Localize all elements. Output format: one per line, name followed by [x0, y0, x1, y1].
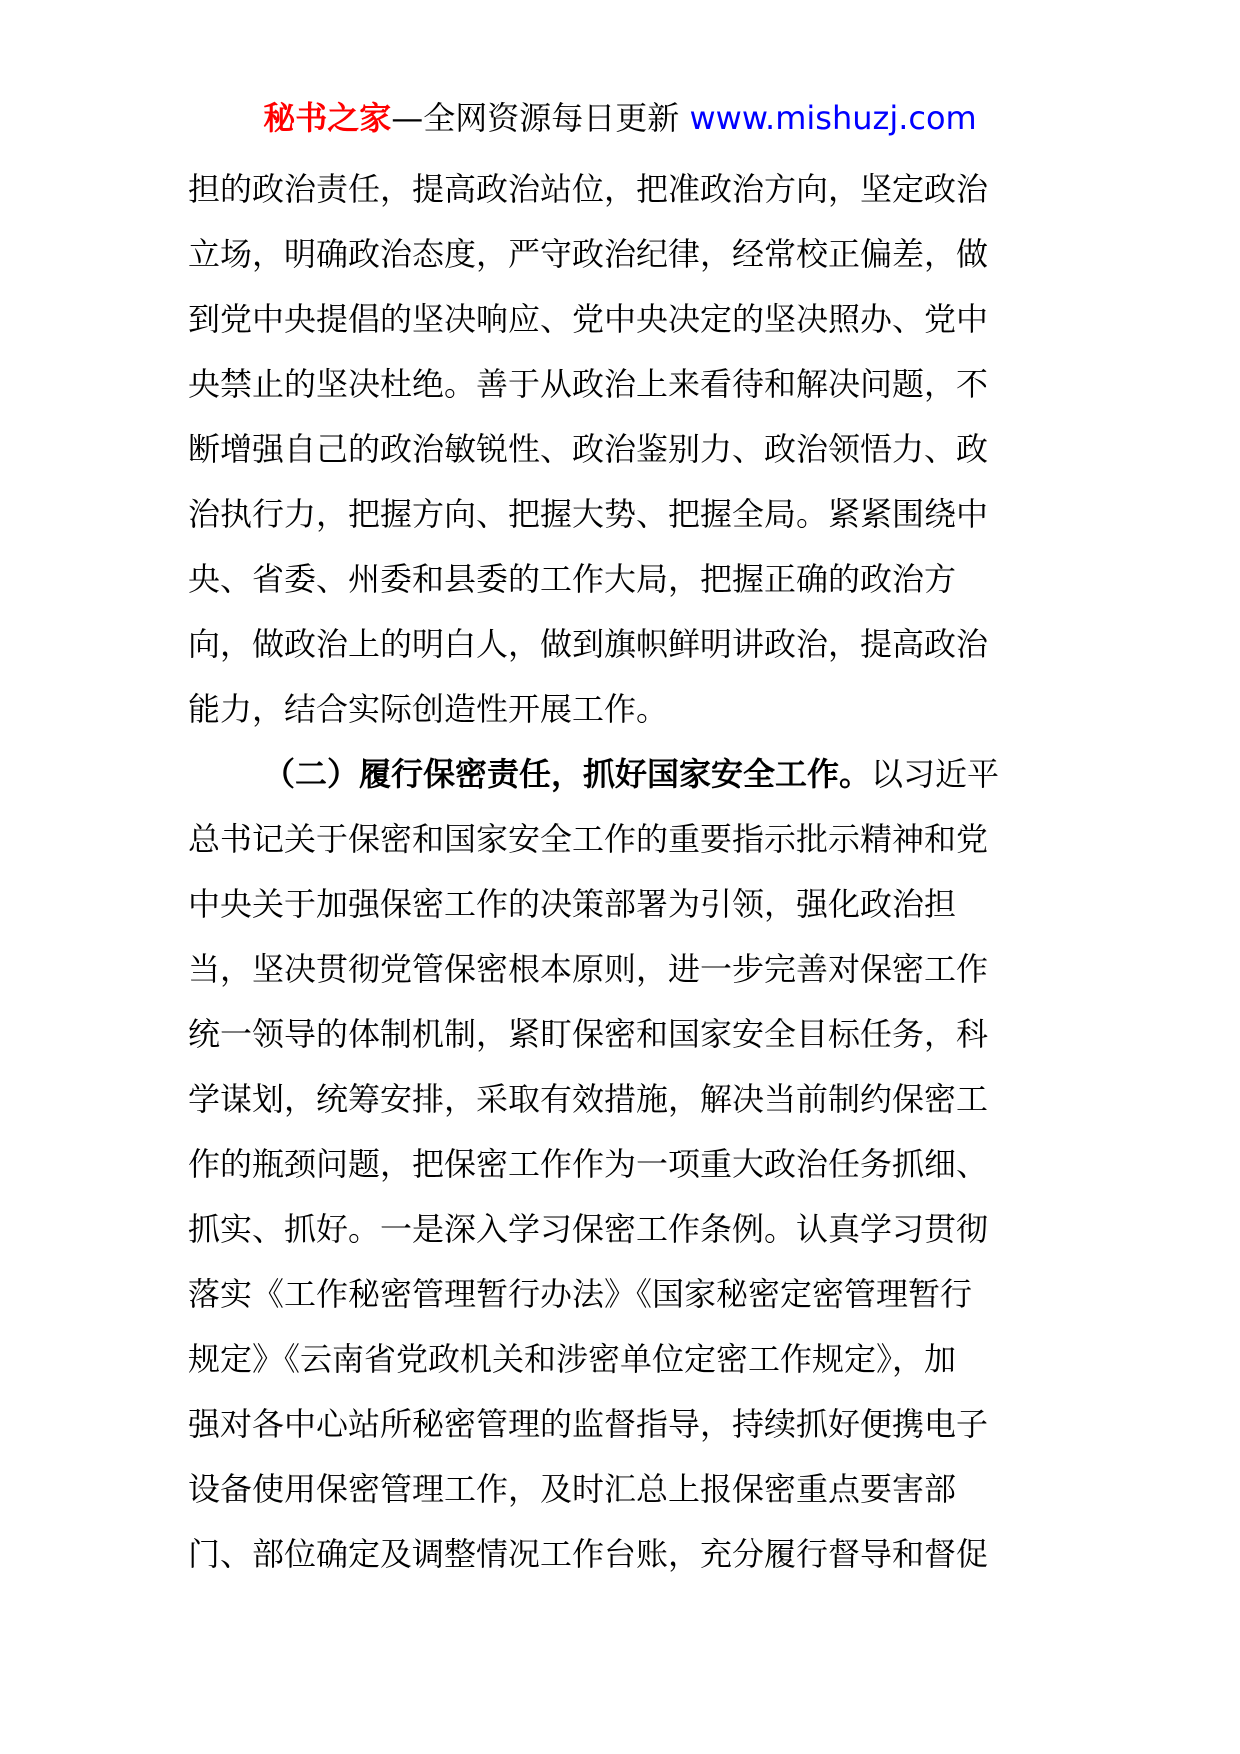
text-line: 担的政治责任，提高政治站位，把准政治方向，坚定政治	[188, 170, 989, 208]
header-tagline: —全网资源每日更新	[391, 99, 690, 137]
text-line: 央禁止的坚决杜绝。善于从政治上来看待和解决问题，不	[188, 365, 989, 403]
section-first-line-text: 以习近平	[871, 755, 1000, 793]
header-url-link[interactable]: www.mishuzj.com	[689, 99, 977, 137]
text-line: 治执行力，把握方向、把握大势、把握全局。紧紧围绕中	[188, 495, 989, 533]
page-header	[0, 98, 1240, 138]
text-line: 学谋划，统筹安排，采取有效措施，解决当前制约保密工	[188, 1080, 989, 1118]
section-first-line	[188, 742, 1058, 807]
text-line: 能力，结合实际创造性开展工作。	[188, 690, 669, 728]
text-line: 总书记关于保密和国家安全工作的重要指示批示精神和党	[188, 820, 989, 858]
text-line: 设备使用保密管理工作，及时汇总上报保密重点要害部	[188, 1470, 957, 1508]
text-line: 立场，明确政治态度，严守政治纪律，经常校正偏差，做	[188, 235, 989, 273]
text-line: 强对各中心站所秘密管理的监督指导，持续抓好便携电子	[188, 1405, 989, 1443]
text-line: 中央关于加强保密工作的决策部署为引领，强化政治担	[188, 885, 957, 923]
header-brand: 秘书之家	[263, 99, 392, 137]
text-line: 落实《工作秘密管理暂行办法》《国家秘密定密管理暂行	[188, 1275, 973, 1313]
text-line: 到党中央提倡的坚决响应、党中央决定的坚决照办、党中	[188, 300, 989, 338]
text-line: 断增强自己的政治敏锐性、政治鉴别力、政治领悟力、政	[188, 430, 989, 468]
text-line: 门、部位确定及调整情况工作台账，充分履行督导和督促	[188, 1535, 989, 1573]
text-line: 抓实、抓好。一是深入学习保密工作条例。认真学习贯彻	[188, 1210, 989, 1248]
text-line: 规定》《云南省党政机关和涉密单位定密工作规定》，加	[188, 1340, 957, 1378]
document-body	[188, 157, 1058, 1587]
text-line: 当，坚决贯彻党管保密根本原则，进一步完善对保密工作	[188, 950, 989, 988]
text-line: 向，做政治上的明白人，做到旗帜鲜明讲政治，提高政治	[188, 625, 989, 663]
text-line: 作的瓶颈问题，把保密工作作为一项重大政治任务抓细、	[188, 1145, 989, 1183]
text-line: 央、省委、州委和县委的工作大局，把握正确的政治方	[188, 560, 957, 598]
text-line: 统一领导的体制机制，紧盯保密和国家安全目标任务，科	[188, 1015, 989, 1053]
section-heading: （二）履行保密责任，抓好国家安全工作。	[263, 755, 872, 793]
